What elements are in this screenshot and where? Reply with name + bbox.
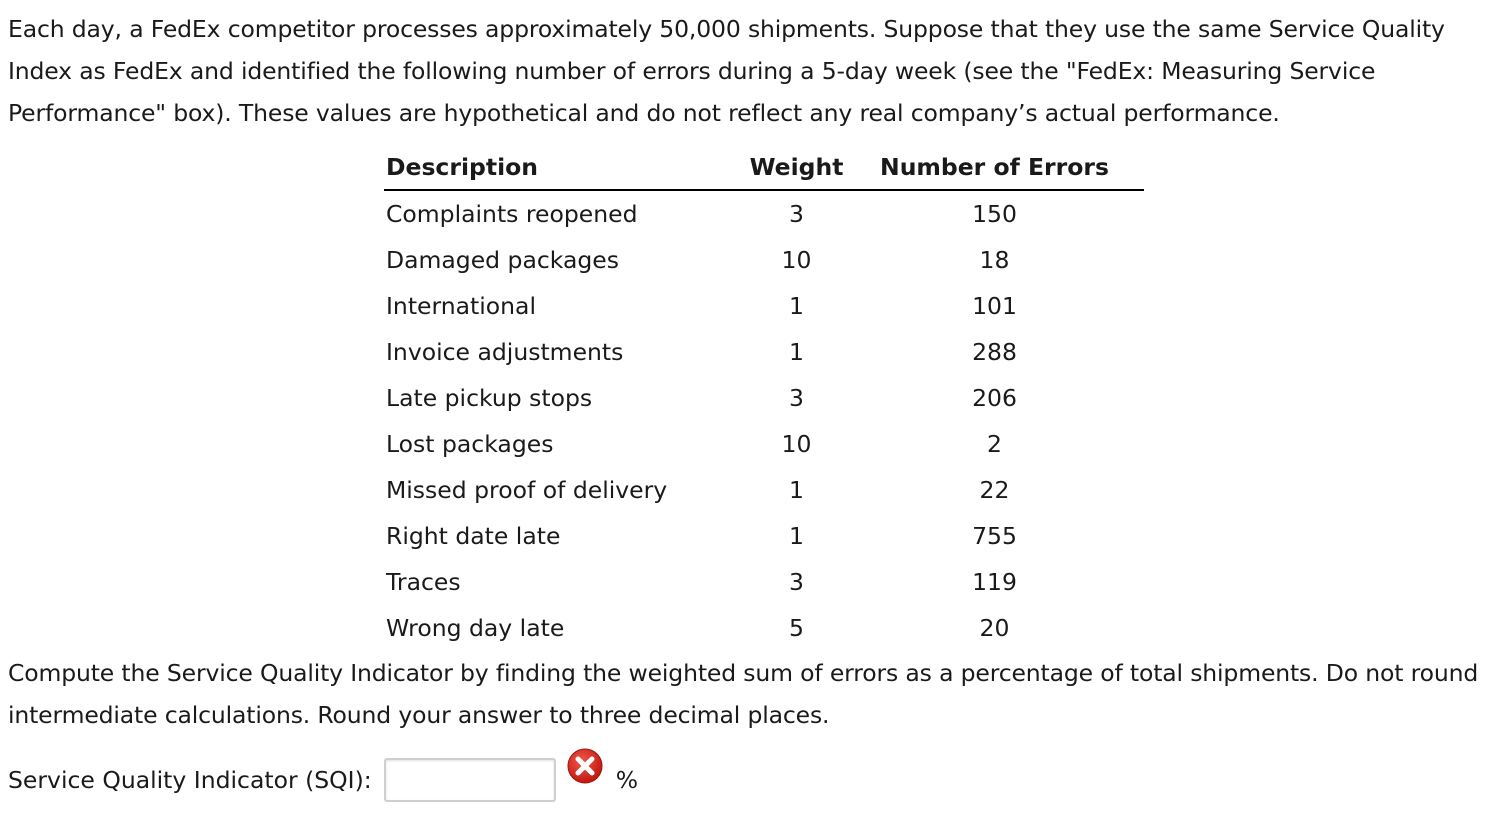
row-weight: 1 — [789, 338, 804, 366]
row-errors: 150 — [972, 200, 1017, 228]
table-row — [384, 421, 1144, 467]
table-row — [384, 605, 1144, 651]
table-row — [384, 283, 1144, 329]
row-weight: 10 — [781, 430, 812, 458]
row-description: Traces — [386, 568, 461, 596]
row-description: Complaints reopened — [386, 200, 638, 228]
table-row — [384, 329, 1144, 375]
row-weight: 1 — [789, 522, 804, 550]
row-description: Missed proof of delivery — [386, 476, 668, 504]
errors-table — [384, 145, 1144, 651]
error-x-icon — [566, 747, 604, 785]
row-description: Invoice adjustments — [386, 338, 624, 366]
sqi-input[interactable] — [384, 758, 556, 802]
header-errors: Number of Errors — [845, 145, 1144, 190]
row-weight: 3 — [789, 200, 804, 228]
row-weight: 1 — [789, 476, 804, 504]
row-weight: 1 — [789, 292, 804, 320]
row-description: Damaged packages — [386, 246, 620, 274]
table-row — [384, 559, 1144, 605]
row-errors: 2 — [987, 430, 1002, 458]
row-weight: 5 — [789, 614, 804, 642]
row-errors: 288 — [972, 338, 1017, 366]
instructions-paragraph: Compute the Service Quality Indicator by finding the weighted sum of errors as a percentage of total shipments. Do not round intermediate calculations. Round your answer to three decimal places. — [8, 659, 1479, 729]
intro-paragraph: Each day, a FedEx competitor processes approximately 50,000 shipments. Suppose that they use the same Service Quality Index as FedEx and identified the following number of errors during a 5-day week (see the "FedEx: Measuring Service Performance" box). These values are hypothetical and do not reflect any real company’s actual performance. — [8, 15, 1445, 127]
sqi-label: Service Quality Indicator (SQI): — [8, 766, 372, 794]
table-row — [384, 513, 1144, 559]
row-errors: 101 — [972, 292, 1017, 320]
answer-row — [8, 752, 638, 808]
header-weight: Weight — [748, 145, 845, 190]
table-row — [384, 467, 1144, 513]
table-row — [384, 237, 1144, 283]
percent-unit: % — [615, 766, 639, 794]
table-row — [384, 375, 1144, 421]
row-description: Lost packages — [386, 430, 554, 458]
table-header-row — [384, 145, 1144, 190]
row-weight: 3 — [789, 384, 804, 412]
row-weight: 10 — [781, 246, 812, 274]
row-errors: 755 — [972, 522, 1017, 550]
row-description: Late pickup stops — [386, 384, 593, 412]
row-description: Right date late — [386, 522, 561, 550]
row-errors: 18 — [979, 246, 1010, 274]
row-errors: 119 — [972, 568, 1017, 596]
row-description: Wrong day late — [386, 614, 565, 642]
table-row — [384, 190, 1144, 237]
row-errors: 20 — [979, 614, 1010, 642]
row-errors: 206 — [972, 384, 1017, 412]
row-errors: 22 — [979, 476, 1010, 504]
row-weight: 3 — [789, 568, 804, 596]
row-description: International — [386, 292, 536, 320]
header-description: Description — [384, 145, 748, 190]
